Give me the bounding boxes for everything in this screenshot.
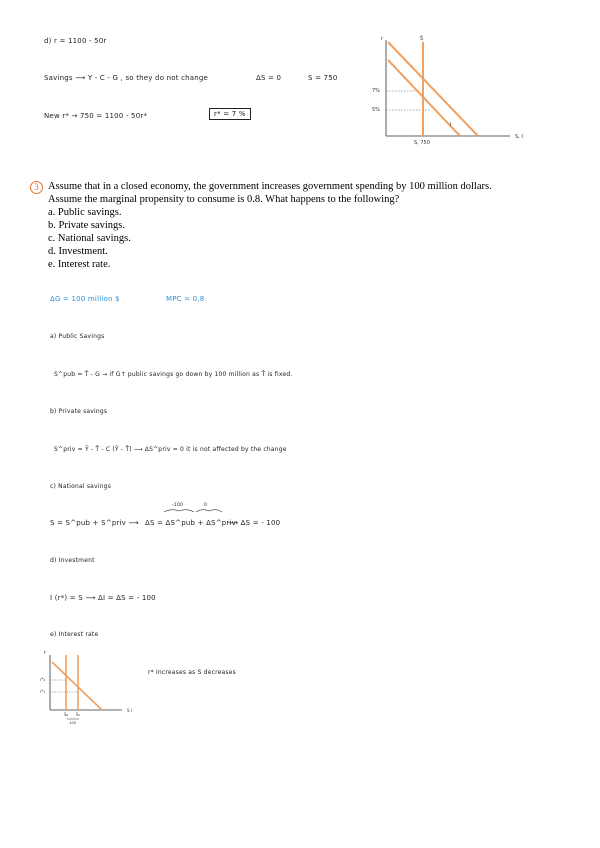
answer-c-body-3: ⟶ ΔS = - 100 (228, 519, 281, 527)
bottom-graph-s2-label: S₂ (64, 712, 69, 717)
answer-c-over-pub: -100 (172, 503, 184, 508)
answer-c-body-2: ΔS = ΔS^pub + ΔS^priv (145, 519, 236, 527)
answer-a-title: a) Public Savings (50, 333, 105, 340)
delta-s-zero: ΔS = 0 (256, 74, 282, 82)
answer-b-body: S^priv = Ȳ - T̄ - C (Ȳ - T̄) ⟶ ΔS^priv = 0 it is not affected by the change (54, 446, 287, 453)
question-item-c: c. National savings. (48, 233, 131, 244)
question-item-e: e. Interest rate. (48, 259, 111, 270)
top-graph-x-tick: S, 750 (414, 140, 430, 146)
savings-explanation: Savings ⟶ Y - C - G , so they do not change (44, 74, 209, 82)
answer-a-body: S^pub = T̄ - G → if G↑ public savings go down by 100 million as T̄ is fixed. (54, 371, 293, 378)
top-graph-y-label: r (381, 36, 384, 42)
answer-e-title: e) Interest rate (50, 631, 99, 638)
question-item-a: a. Public savings. (48, 207, 122, 218)
answer-c-title: c) National savings (50, 483, 112, 490)
bottom-graph-s1-label: S₁ (76, 712, 81, 717)
answer-c-body-1: S = S^pub + S^priv ⟶ (50, 519, 139, 527)
top-graph-tick-7: 7% (372, 88, 380, 94)
bottom-graph-tick-r2: r*₂ (40, 677, 46, 682)
top-graph-i-label: I (450, 122, 452, 128)
question-item-b: b. Private savings. (48, 220, 125, 231)
bottom-graph-tick-r1: r*₁ (40, 689, 46, 694)
top-graph-s-label: S̄ (420, 36, 424, 42)
question-line-1: Assume that in a closed economy, the government increases government spending by 100 million dollars. (48, 181, 492, 192)
given-mpc: MPC = 0,8 (166, 295, 205, 303)
given-delta-g: ΔG = 100 million $ (50, 295, 120, 303)
answer-e-note: r* increases as S decreases (148, 669, 236, 676)
answer-b-title: b) Private savings (50, 408, 108, 415)
question-item-d: d. Investment. (48, 246, 108, 257)
bottom-graph-delta-label: -100 (68, 721, 76, 725)
part-d-equation: d) r = 1100 - 50r (44, 37, 107, 45)
bottom-graph-y-label: r (44, 650, 47, 656)
top-graph-x-label: S, I (515, 134, 523, 140)
answer-d-title: d) Investment (50, 557, 95, 564)
s-value: S = 750 (308, 74, 338, 82)
boxed-result: r* = 7 % (209, 108, 251, 120)
new-interest-rate: New r* → 750 = 1100 - 50r* (44, 112, 148, 120)
answer-d-body: I (r*) = S ⟶ ΔI = ΔS = - 100 (50, 594, 156, 602)
question-number-badge: 3 (30, 181, 43, 194)
top-graph-tick-5: 5% (372, 107, 380, 113)
bottom-graph-investment-line (52, 662, 102, 710)
answer-c-over-priv: 0 (204, 503, 208, 508)
question-line-2: Assume the marginal propensity to consume is 0.8. What happens to the following? (48, 194, 400, 205)
bottom-graph-x-label: S I (127, 708, 132, 713)
